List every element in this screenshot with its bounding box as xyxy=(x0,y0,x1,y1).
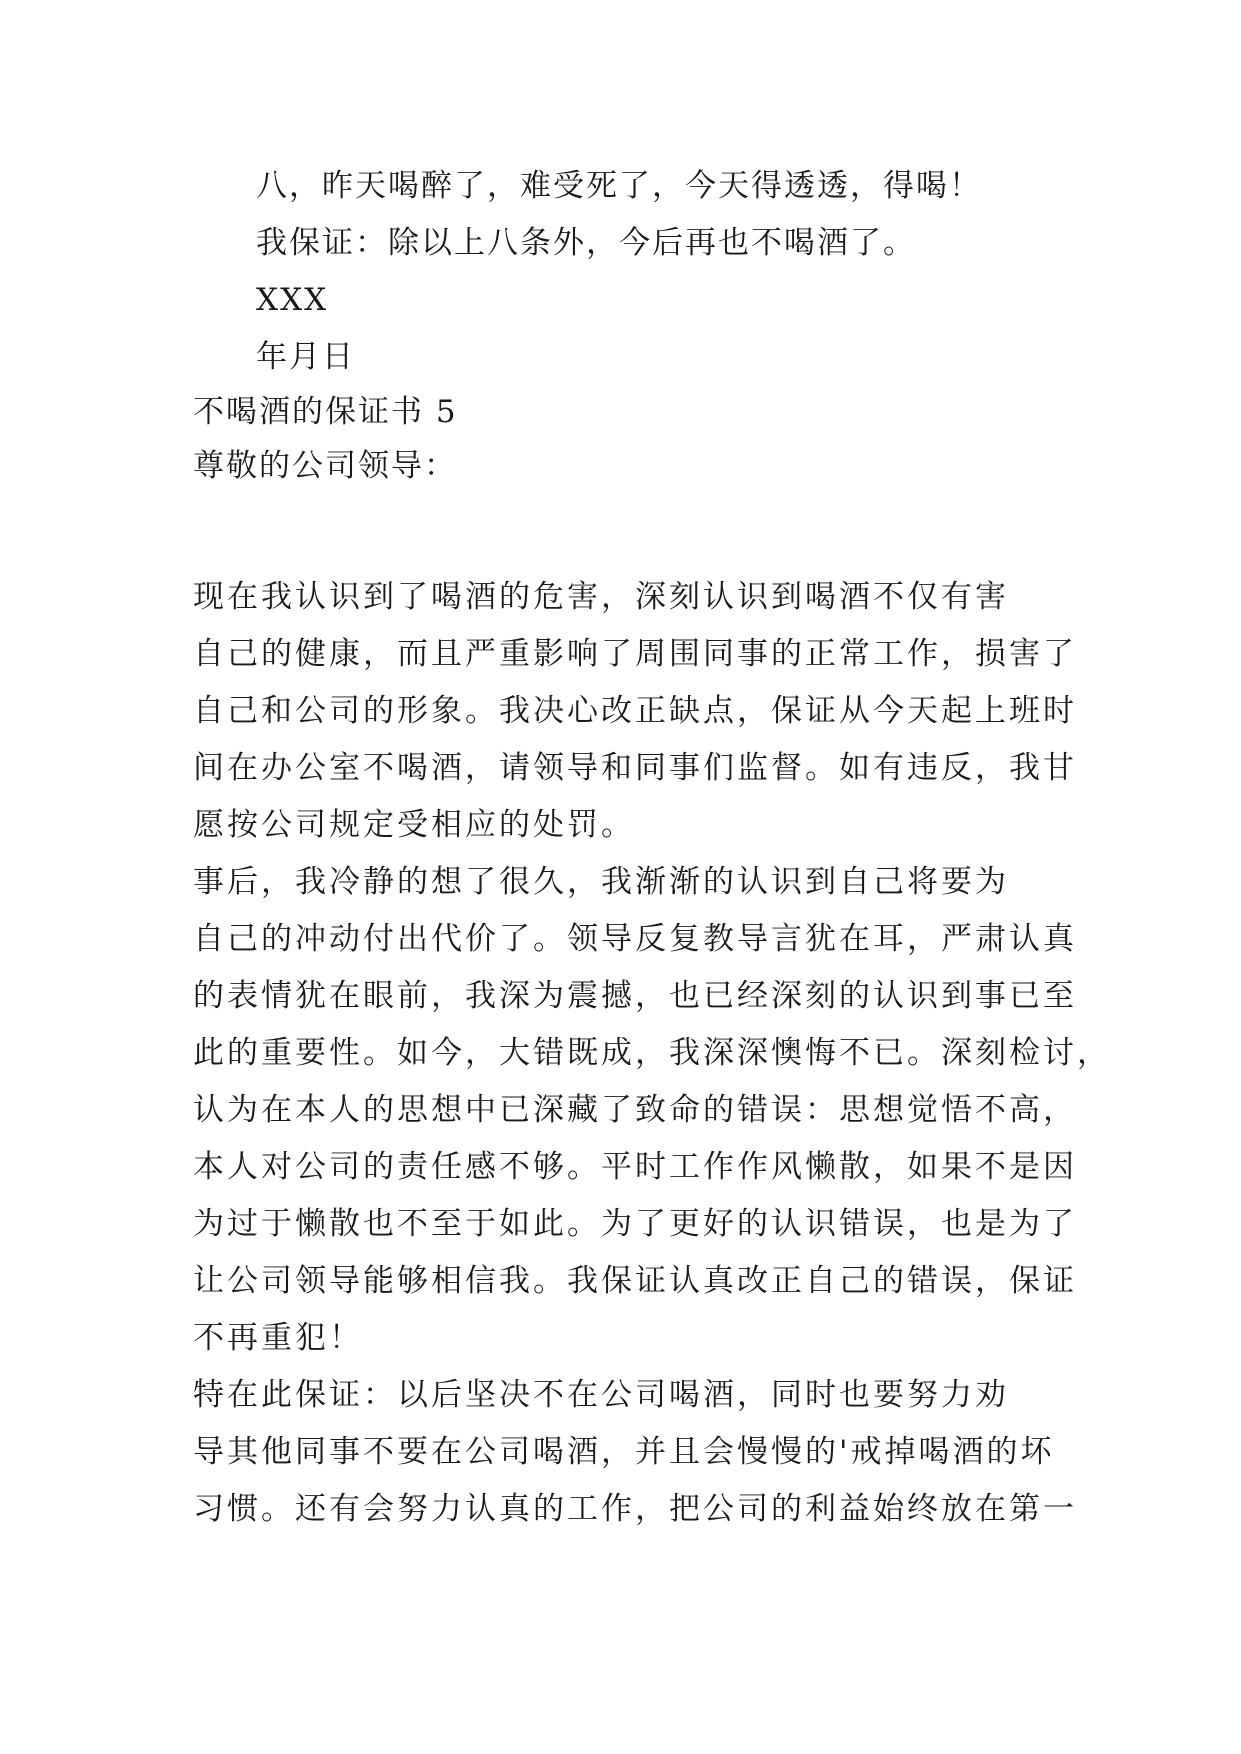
date-line: 年月日 xyxy=(256,339,355,375)
paragraph-line: 愿按公司规定受相应的处罚。 xyxy=(193,807,635,843)
text-line: 我保证：除以上八条外，今后再也不喝酒了。 xyxy=(256,225,916,261)
paragraph-line: 间在办公室不喝酒，请领导和同事们监督。如有违反，我甘 xyxy=(193,750,1077,786)
paragraph-line: 的表情犹在眼前，我深为震撼，也已经深刻的认识到事已至 xyxy=(193,978,1077,1014)
paragraph-line: 为过于懒散也不至于如此。为了更好的认识错误，也是为了 xyxy=(193,1206,1077,1242)
paragraph-line: 自己的健康，而且严重影响了周围同事的正常工作，损害了 xyxy=(193,636,1077,672)
paragraph-line: 现在我认识到了喝酒的危害，深刻认识到喝酒不仅有害 xyxy=(193,579,1009,615)
signature-name: XXX xyxy=(256,282,329,318)
paragraph-line: 让公司领导能够相信我。我保证认真改正自己的错误，保证 xyxy=(193,1263,1077,1299)
paragraph-line: 特在此保证：以后坚决不在公司喝酒，同时也要努力劝 xyxy=(193,1377,1009,1413)
paragraph-line: 导其他同事不要在公司喝酒，并且会慢慢的'戒掉喝酒的坏 xyxy=(193,1434,1055,1470)
paragraph-line: 自己和公司的形象。我决心改正缺点，保证从今天起上班时 xyxy=(193,693,1077,729)
paragraph-line: 认为在本人的思想中已深藏了致命的错误：思想觉悟不高， xyxy=(193,1092,1077,1128)
paragraph-line: 本人对公司的责任感不够。平时工作作风懒散，如果不是因 xyxy=(193,1149,1077,1185)
salutation: 尊敬的公司领导： xyxy=(193,448,457,484)
paragraph-line: 习惯。还有会努力认真的工作，把公司的利益始终放在第一 xyxy=(193,1491,1077,1527)
paragraph-line: 不再重犯！ xyxy=(193,1320,363,1356)
paragraph-line: 此的重要性。如今，大错既成，我深深懊悔不已。深刻检讨， xyxy=(193,1035,1111,1071)
text-line: 八，昨天喝醉了，难受死了，今天得透透，得喝！ xyxy=(256,168,982,204)
section-title: 不喝酒的保证书 5 xyxy=(193,394,458,430)
paragraph-line: 自己的冲动付出代价了。领导反复教导言犹在耳，严肃认真 xyxy=(193,921,1077,957)
paragraph-line: 事后，我冷静的想了很久，我渐渐的认识到自己将要为 xyxy=(193,864,1009,900)
